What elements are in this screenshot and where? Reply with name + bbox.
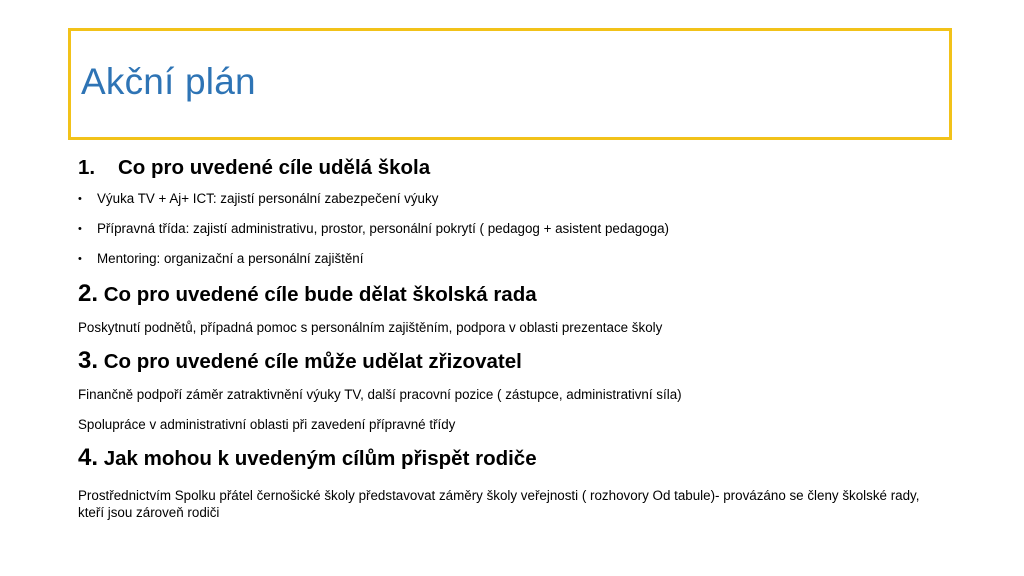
section-2-title: Co pro uvedené cíle bude dělat školská rada <box>98 283 537 306</box>
section-3-text-2: Spolupráce v administrativní oblasti při zavedení přípravné třídy <box>78 417 456 432</box>
bullet-icon: • <box>78 193 82 205</box>
section-4-title: Jak mohou k uvedeným cílům přispět rodiče <box>98 447 537 470</box>
section-1-heading <box>78 154 958 182</box>
section-1-number: 1. <box>78 156 96 179</box>
list-item: • Výuka TV + Aj+ ICT: zajistí personální zabezpečení výuky <box>78 184 958 214</box>
section-2-number: 2. <box>78 280 99 307</box>
section-4-text: Prostřednictvím Spolku přátel černošické školy představovat záměry školy veřejnosti ( rozhovory Od tabule)- provázáno se členy školské rady, kteří jsou zároveň rodiči <box>78 488 920 520</box>
section-4-number: 4. <box>78 444 99 471</box>
section-1-title: Co pro uvedené cíle udělá škola <box>118 156 431 179</box>
bullet-icon: • <box>78 223 82 235</box>
section-4-heading <box>78 444 958 473</box>
list-item: • Přípravná třída: zajistí administrativu, prostor, personální pokrytí ( pedagog + asistent pedagoga) <box>78 214 958 244</box>
slide-content <box>78 154 958 521</box>
section-2-heading <box>78 280 958 309</box>
bullet-icon: • <box>78 253 82 265</box>
section-3-title: Co pro uvedené cíle může udělat zřizovatel <box>98 350 522 373</box>
section-3-number: 3. <box>78 347 99 374</box>
section-3-text-1: Finančně podpoří záměr zatraktivnění výuky TV, další pracovní pozice ( zástupce, administrativní síla) <box>78 387 682 402</box>
list-item: • Mentoring: organizační a personální zajištění <box>78 244 958 274</box>
slide-title: Akční plán <box>81 61 256 102</box>
title-frame <box>68 28 952 140</box>
section-3-heading <box>78 347 958 376</box>
section-1-bullets <box>78 184 958 274</box>
section-2-text: Poskytnutí podnětů, případná pomoc s personálním zajištěním, podpora v oblasti prezentace školy <box>78 320 663 335</box>
